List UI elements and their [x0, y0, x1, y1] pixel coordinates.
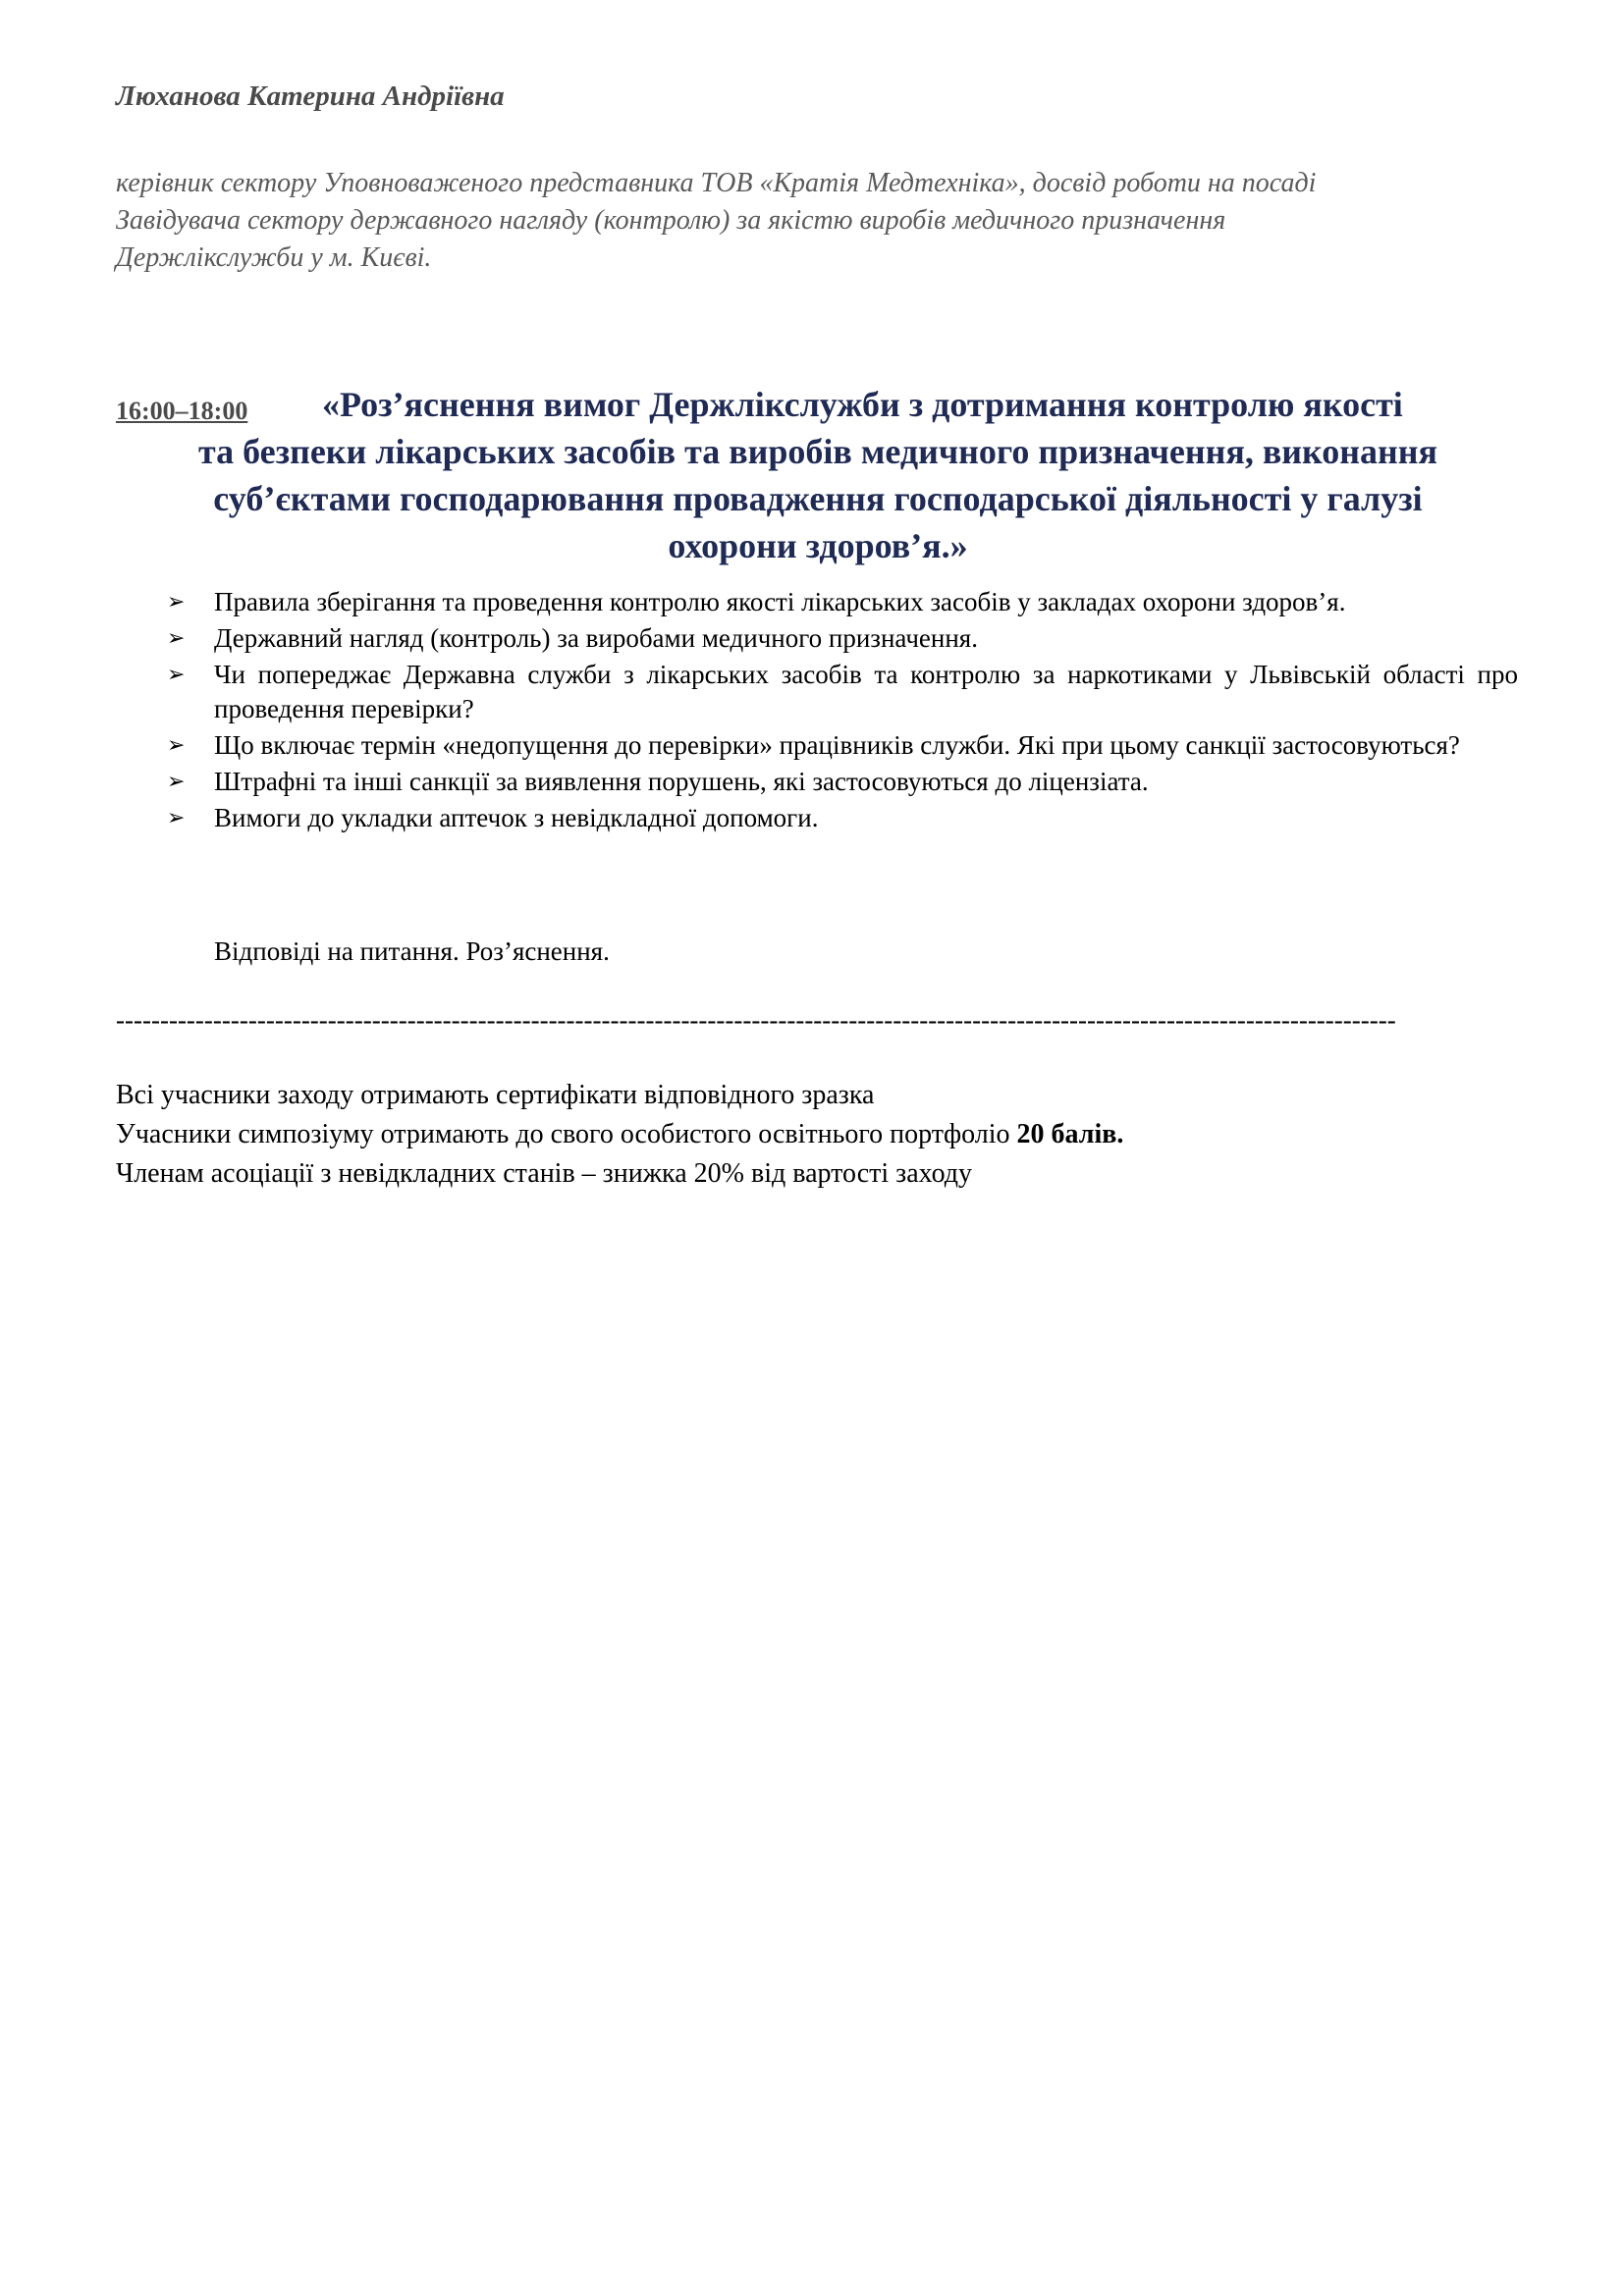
speaker-bio-line: керівник сектору Уповноваженого представника ТОВ «Кратія Медтехніка», досвід роботи на посаді	[116, 168, 1317, 198]
arrow-bullet-icon: ➢	[167, 663, 186, 687]
session-title-line: та безпеки лікарських засобів та виробів медичного призначення, виконання	[197, 432, 1438, 471]
topic-text: Що включає термін «недопущення до перевірки» працівників служби. Які при цьому санкції застосовуються?	[214, 730, 1460, 760]
speaker-bio-line: Завідувача сектору державного нагляду (контролю) за якістю виробів медичного призначення	[116, 205, 1226, 236]
topic-item	[167, 765, 1518, 799]
speaker-name: Люханова Катерина Андріївна	[116, 80, 505, 112]
footer-notes	[116, 1076, 1123, 1194]
dashed-separator: -------------------------------------------------------------------------------------------------------------------------------------------------	[116, 1005, 1396, 1035]
discount-note: Членам асоціації з невідкладних станів – знижка 20% від вартості заходу	[116, 1158, 973, 1189]
arrow-bullet-icon: ➢	[167, 770, 186, 794]
session-title	[116, 381, 1520, 569]
topic-text: Вимоги до укладки аптечок з невідкладної допомоги.	[214, 803, 819, 832]
topic-text: Чи попереджає Державна служби з лікарських засобів та контролю за наркотиками у Львівській області про проведення перевірки?	[214, 660, 1518, 723]
topic-item	[167, 585, 1518, 619]
speaker-bio-line: Держлікслужби у м. Києві.	[116, 242, 432, 273]
topic-text: Державний нагляд (контроль) за виробами медичного призначення.	[214, 623, 978, 653]
topic-text: Штрафні та інші санкції за виявлення порушень, які застосовуються до ліцензіата.	[214, 767, 1149, 796]
arrow-bullet-icon: ➢	[167, 626, 186, 651]
session-title-line: охорони здоров’я.»	[668, 526, 968, 565]
topic-text: Правила зберігання та проведення контролю якості лікарських засобів у закладах охорони здоров’я.	[214, 587, 1346, 616]
answers-note: Відповіді на питання. Роз’яснення.	[214, 936, 610, 966]
topic-item	[167, 621, 1518, 656]
arrow-bullet-icon: ➢	[167, 733, 186, 758]
session-header	[116, 381, 1520, 569]
session-title-line: «Роз’яснення вимог Держлікслужби з дотримання контролю якості	[322, 385, 1403, 424]
topic-item	[167, 728, 1518, 763]
topic-list	[167, 585, 1518, 837]
certificates-note: Всі учасники заходу отримають сертифікати відповідного зразка	[116, 1080, 875, 1110]
portfolio-note	[116, 1115, 1123, 1154]
session-time: 16:00–18:00	[116, 397, 248, 425]
topic-item	[167, 801, 1518, 835]
session-title-line: суб’єктами господарювання провадження господарської діяльності у галузі	[213, 479, 1423, 518]
portfolio-points: 20 балів.	[1016, 1119, 1124, 1149]
speaker-bio	[116, 165, 1510, 277]
arrow-bullet-icon: ➢	[167, 806, 186, 830]
portfolio-note-text: Учасники симпозіуму отримають до свого особистого освітнього портфоліо	[116, 1119, 1017, 1149]
arrow-bullet-icon: ➢	[167, 590, 186, 614]
topic-item	[167, 658, 1518, 726]
